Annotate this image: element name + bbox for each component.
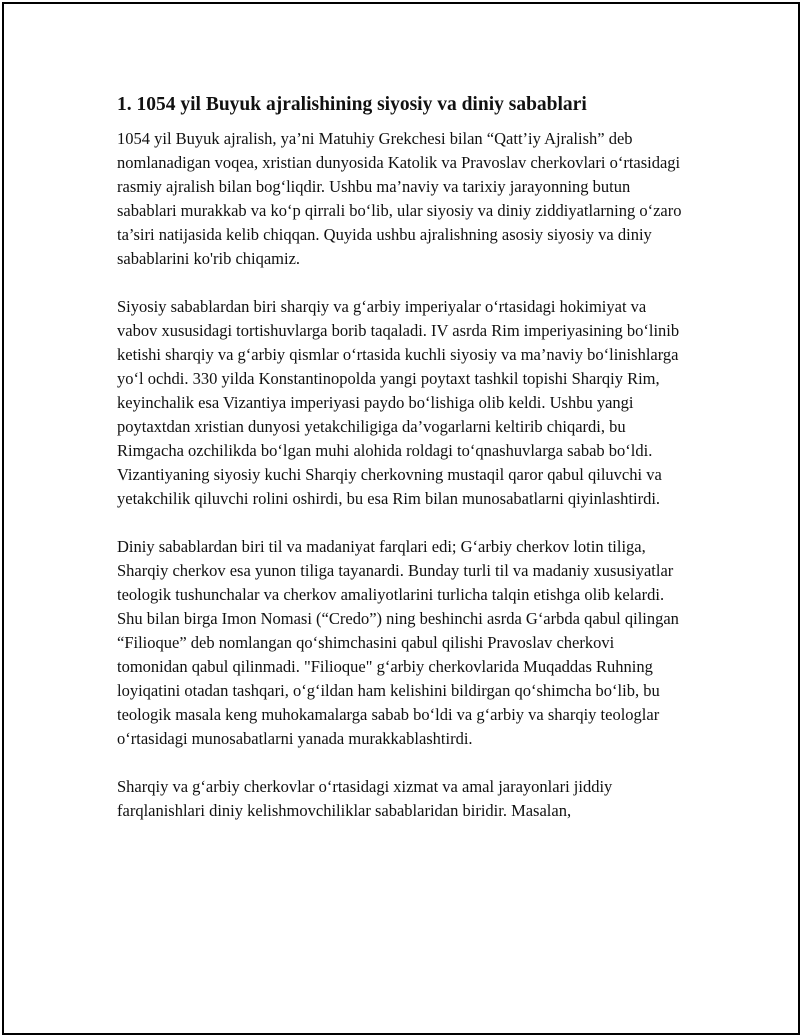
- paragraph-political-causes: Siyosiy sabablardan biri sharqiy va g‘arbiy imperiyalar o‘rtasidagi hokimiyat va vabov xususidagi tortishuvlarga borib taqaladi. IV asrda Rim imperiyasining bo‘linib ketishi sharqiy va g‘arbiy qismlar o‘rtasida kuchli siyosiy va ma’naviy bo‘linishlarga yo‘l ochdi. 330 yilda Konstantinopolda yangi poytaxt tashkil topishi Sharqiy Rim, keyinchalik esa Vizantiya imperiyasi paydo bo‘lishiga olib keldi. Ushbu yangi poytaxtdan xristian dunyosi yetakchiligiga da’vogarlarni keltirib chiqardi, bu Rimgacha ozchilikda bo‘lgan muhi alohida roldagi to‘qnashuvlarga sabab bo‘ldi. Vizantiyaning siyosiy kuchi Sharqiy cherkovning mustaqil qaror qabul qiluvchi va yetakchilik qiluvchi rolini oshirdi, bu esa Rim bilan munosabatlarni qiyinlashtirdi.: [117, 297, 680, 508]
- section-heading: 1. 1054 yil Buyuk ajralishining siyosiy va diniy sabablari: [117, 94, 587, 115]
- paragraph-intro: 1054 yil Buyuk ajralish, ya’ni Matuhiy Grekchesi bilan “Qatt’iy Ajralish” deb nomlanadigan voqea, xristian dunyosida Katolik va Pravoslav cherkovlari o‘rtasidagi rasmiy ajralish bilan bog‘liqdir. Ushbu ma’naviy va tarixiy jarayonning butun sabablari murakkab va ko‘p qirrali bo‘lib, ular siyosiy va diniy ziddiyatlarning o‘zaro ta’siri natijasida kelib chiqqan. Quyida ushbu ajralishning asosiy siyosiy va diniy sabablarini ko'rib chiqamiz.: [117, 129, 682, 268]
- paragraph-liturgical-differences: Sharqiy va g‘arbiy cherkovlar o‘rtasidagi xizmat va amal jarayonlari jiddiy farqlanishlari diniy kelishmovchiliklar sabablaridan biridir. Masalan,: [117, 777, 613, 820]
- paragraph-religious-causes: Diniy sabablardan biri til va madaniyat farqlari edi; G‘arbiy cherkov lotin tiliga, Sharqiy cherkov esa yunon tiliga tayanardi. Bunday turli til va madaniy xususiyatlar teologik tushunchalar va cherkov amaliyotlarini turlicha talqin etishga olib kelardi. Shu bilan birga Imon Nomasi (“Credo”) ning beshinchi asrda G‘arbda qabul qilingan “Filioque” deb nomlangan qo‘shimchasini qabul qilishi Pravoslav cherkovi tomonidan qabul qilinmadi. "Filioque" g‘arbiy cherkovlarida Muqaddas Ruhning loyiqatini otadan tashqari, o‘g‘ildan ham kelishini bildirgan qo‘shimcha bo‘lib, bu teologik masala keng muhokamalarga sabab bo‘ldi va g‘arbiy va sharqiy teologlar o‘rtasidagi munosabatlarni yanada murakkablashtirdi.: [117, 537, 679, 748]
- document-body: [117, 92, 687, 847]
